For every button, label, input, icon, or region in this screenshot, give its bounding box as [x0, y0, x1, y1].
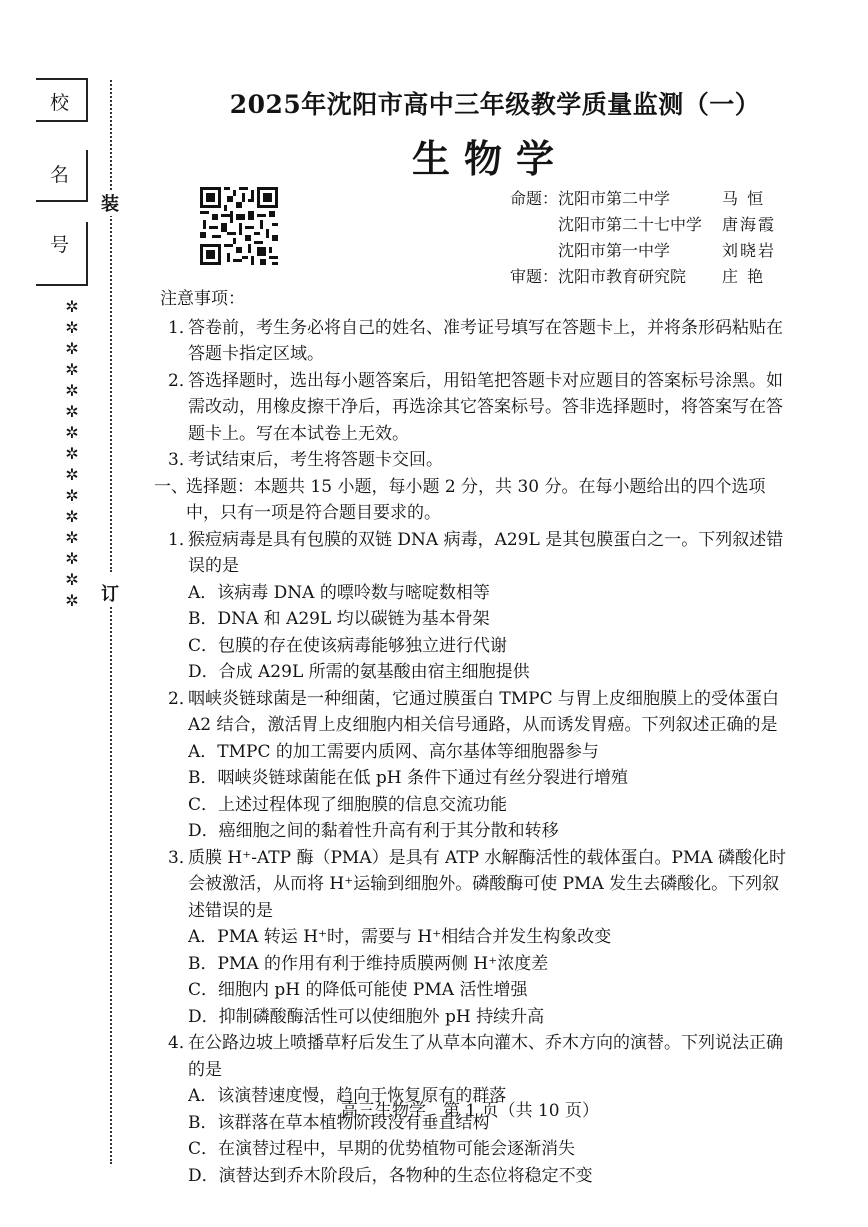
- question-text: 在公路边坡上喷播草籽后发生了从草本向灌木、乔木方向的演替。下列说法正确的是: [188, 1033, 783, 1080]
- question-number: 3．: [168, 847, 196, 868]
- notice-text: 答卷前，考生务必将自己的姓名、准考证号填写在答题卡上，并将条形码粘贴在答题卡指定区域。: [188, 317, 783, 364]
- question-stem: [160, 686, 792, 739]
- question-option: A．PMA 转运 H⁺时，需要与 H⁺相结合并发生构象改变: [188, 927, 612, 947]
- name-field-box: [36, 150, 88, 202]
- school-field-box: [36, 78, 88, 122]
- school-field-label: 校: [50, 92, 70, 114]
- question-option: C．上述过程体现了细胞膜的信息交流功能: [188, 794, 508, 815]
- notice-item: [160, 447, 792, 474]
- question-option: B．咽峡炎链球菌能在低 pH 条件下通过有丝分裂进行增殖: [188, 768, 629, 788]
- notice-text: 考试结束后，考生将答题卡交回。: [188, 450, 443, 470]
- question-option: A．该病毒 DNA 的嘌呤数与嘧啶数相等: [188, 582, 490, 603]
- question-number: 1．: [168, 529, 196, 550]
- author-school: 沈阳市第一中学: [558, 241, 671, 260]
- question-option: B．该群落在草本植物阶段没有垂直结构: [188, 1112, 490, 1133]
- section-instructions: 选择题：本题共 15 小题，每小题 2 分，共 30 分。在每小题给出的四个选项中，只有一项是符合题目要求的。: [186, 476, 766, 523]
- binding-mark-zhuang: 装: [98, 190, 122, 216]
- notice-item: [160, 315, 792, 368]
- section-number: 一、: [154, 476, 188, 497]
- question-text: 咽峡炎链球菌是一种细菌，它通过膜蛋白 TMPC 与胃上皮细胞膜上的受体蛋白 A2 结合，激活胃上皮细胞内相关信号通路，从而诱发胃癌。下列叙述正确的是: [188, 688, 779, 735]
- question-text: 质膜 H⁺-ATP 酶（PMA）是具有 ATP 水解酶活性的载体蛋白。PMA 磷酸化时会被激活，从而将 H⁺运输到细胞外。磷酸酶可使 PMA 发生去磷酸化。下列叙述错误的是: [188, 847, 787, 921]
- binding-dotted-line: [110, 80, 112, 190]
- author-name: 刘晓岩: [722, 241, 777, 260]
- question-option: C．包膜的存在使该病毒能够独立进行代谢: [188, 635, 508, 656]
- notice-number: 1．: [168, 317, 196, 338]
- question-option: D．合成 A29L 所需的氨基酸由宿主细胞提供: [188, 662, 530, 682]
- question-option: C．细胞内 pH 的降低可能使 PMA 活性增强: [188, 980, 528, 1000]
- notice-number: 3．: [168, 450, 196, 470]
- question-number: 4．: [168, 1033, 196, 1053]
- author-school: 沈阳市第二十七中学: [558, 215, 703, 234]
- author-name: 唐海霞: [722, 215, 777, 234]
- author-name: 马 恒: [722, 189, 766, 208]
- exam-body: [154, 286, 792, 1189]
- exam-title: 2025年沈阳市高中三年级教学质量监测（一）: [229, 90, 761, 119]
- name-field-label: 名: [50, 164, 70, 186]
- page-footer: 高三生物学 第 1 页（共 10 页）: [340, 1101, 600, 1121]
- notice-text: 答选择题时，选出每小题答案后，用铅笔把答题卡对应题目的答案标号涂黑。如需改动，用橡皮擦干净后，再选涂其它答案标号。答非选择题时，将答案写在答题卡上。写在本试卷上无效。: [188, 370, 783, 444]
- author-school: 沈阳市教育研究院: [558, 267, 687, 286]
- author-school: 沈阳市第二中学: [558, 189, 671, 208]
- subject-title: 生物学: [411, 136, 568, 181]
- number-field-box: [36, 222, 88, 286]
- question-option: C．在演替过程中，早期的优势植物可能会逐渐消失: [188, 1139, 576, 1159]
- question-option: B．DNA 和 A29L 均以碳链为基本骨架: [188, 609, 490, 629]
- question-option: B．PMA 的作用有利于维持质膜两侧 H⁺浓度差: [188, 953, 549, 974]
- binding-mark-ding: 订: [98, 580, 122, 606]
- question-stem: [160, 527, 792, 580]
- binding-dotted-line: [110, 212, 112, 572]
- author-role: 审题：: [510, 267, 559, 286]
- notice-number: 2．: [168, 370, 196, 391]
- author-role: 命题：: [510, 189, 559, 208]
- question-option: D．演替达到乔木阶段后，各物种的生态位将稳定不变: [188, 1165, 593, 1186]
- section-heading: [154, 474, 792, 527]
- author-name: 庄 艳: [722, 267, 766, 286]
- question-stem: [160, 1030, 792, 1083]
- question-option: D．癌细胞之间的黏着性升高有利于其分散和转移: [188, 821, 559, 841]
- question-option: A．该演替速度慢，趋向于恢复原有的群落: [188, 1086, 507, 1106]
- notice-heading: 注意事项：: [160, 289, 245, 309]
- question-text: 猴痘病毒是具有包膜的双链 DNA 病毒，A29L 是其包膜蛋白之一。下列叙述错误的是: [188, 529, 784, 576]
- number-field-label: 号: [50, 234, 70, 256]
- notice-item: [160, 368, 792, 448]
- question-option: D．抑制磷酸酶活性可以使细胞外 pH 持续升高: [188, 1006, 545, 1027]
- qr-code-image: [200, 185, 278, 267]
- question-number: 2．: [168, 688, 196, 709]
- question-stem: [160, 845, 792, 925]
- decorative-star-column: ✲✲✲✲✲✲✲✲✲✲✲✲✲✲✲: [65, 297, 79, 610]
- question-option: A．TMPC 的加工需要内质网、高尔基体等细胞器参与: [188, 741, 599, 762]
- binding-dotted-line: [110, 604, 112, 1164]
